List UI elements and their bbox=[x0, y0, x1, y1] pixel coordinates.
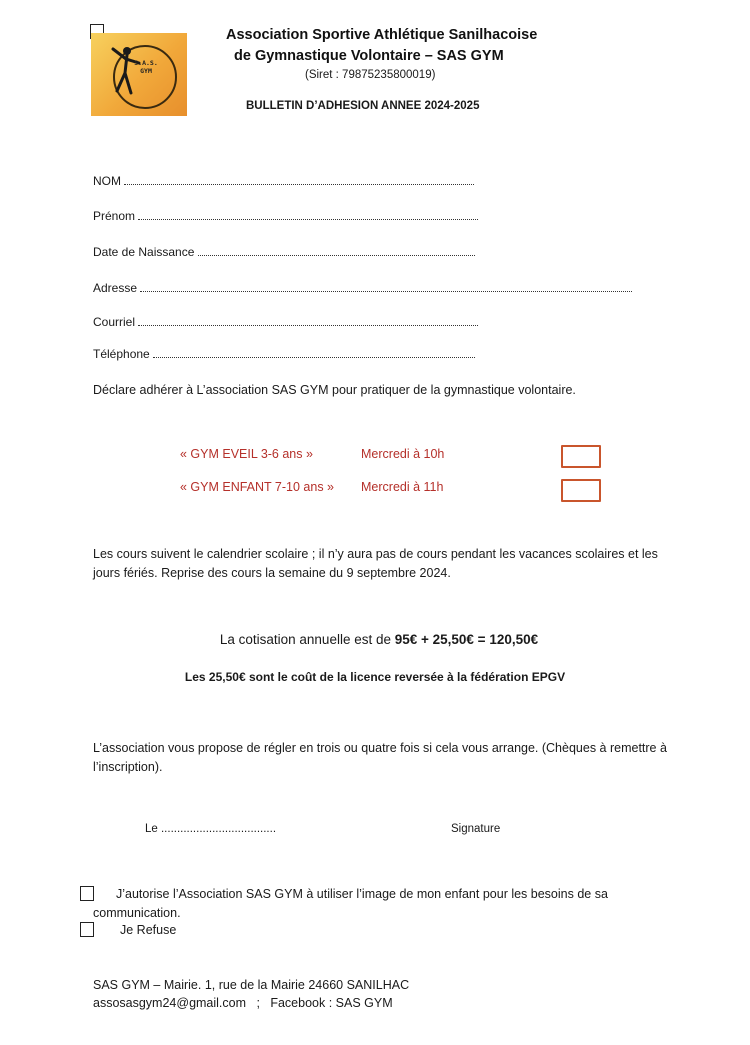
autorise-text: J’autorise l’Association SAS GYM à utiliser l’image de mon enfant pour les besoins de sa communication. bbox=[93, 887, 608, 920]
courriel-line[interactable] bbox=[138, 315, 478, 326]
signature-label: Signature bbox=[451, 823, 501, 835]
class-eveil-name: « GYM EVEIL 3-6 ans » bbox=[180, 447, 313, 461]
prenom-label: Prénom bbox=[93, 209, 136, 223]
courriel-field[interactable] bbox=[93, 315, 478, 329]
calendar-text: Les cours suivent le calendrier scolaire ; il n’y aura pas de cours pendant les vacances scolaires et les jours fériés. Reprise des cours la semaine du 9 septembre 2024. bbox=[93, 547, 658, 580]
nom-label: NOM bbox=[93, 174, 121, 188]
telephone-label: Téléphone bbox=[93, 347, 150, 361]
adresse-line[interactable] bbox=[140, 281, 632, 292]
logo-text: S.A.S. GYM bbox=[134, 59, 158, 75]
title-line-1: Association Sportive Athlétique Sanilhacoise bbox=[226, 27, 538, 43]
siret: (Siret : 79875235800019) bbox=[305, 69, 436, 81]
footer-address: SAS GYM – Mairie. 1, rue de la Mairie 24660 SANILHAC bbox=[93, 978, 410, 992]
naissance-field[interactable] bbox=[93, 245, 475, 259]
sas-gym-logo bbox=[91, 33, 187, 116]
cotisation-line bbox=[0, 632, 750, 647]
licence-text: Les 25,50€ sont le coût de la licence reversée à la fédération EPGV bbox=[184, 670, 566, 684]
gymnast-icon bbox=[105, 41, 145, 111]
naissance-line[interactable] bbox=[198, 245, 475, 256]
autorise-checkbox[interactable] bbox=[80, 886, 94, 901]
class-enfant-checkbox[interactable] bbox=[561, 479, 601, 502]
date-field[interactable]: Le .................................... bbox=[145, 823, 277, 835]
adresse-label: Adresse bbox=[93, 281, 138, 295]
courriel-label: Courriel bbox=[93, 315, 136, 329]
bulletin-title: BULLETIN D’ADHESION ANNEE 2024-2025 bbox=[246, 100, 480, 112]
title-line-2: de Gymnastique Volontaire – SAS GYM bbox=[234, 48, 504, 64]
adresse-field[interactable] bbox=[93, 281, 632, 295]
telephone-field[interactable] bbox=[93, 347, 475, 361]
footer-contact: assosasgym24@gmail.com ; Facebook : SAS GYM bbox=[93, 996, 393, 1010]
refuse-text: Je Refuse bbox=[120, 923, 177, 937]
class-eveil-checkbox[interactable] bbox=[561, 445, 601, 468]
prenom-field[interactable] bbox=[93, 209, 478, 223]
class-enfant-name: « GYM ENFANT 7-10 ans » bbox=[180, 480, 334, 494]
class-eveil-day: Mercredi à 10h bbox=[361, 447, 445, 461]
naissance-label: Date de Naissance bbox=[93, 245, 195, 259]
cotisation-prefix: La cotisation annuelle est de bbox=[219, 632, 395, 647]
declaration-text: Déclare adhérer à L’association SAS GYM pour pratiquer de la gymnastique volontaire. bbox=[93, 383, 576, 397]
nom-line[interactable] bbox=[124, 174, 474, 185]
class-enfant-day: Mercredi à 11h bbox=[361, 480, 444, 494]
telephone-line[interactable] bbox=[153, 347, 475, 358]
payment-text: L’association vous propose de régler en trois ou quatre fois si cela vous arrange. (Chèques à remettre à l’inscription). bbox=[93, 741, 667, 774]
nom-field[interactable] bbox=[93, 174, 474, 188]
cotisation-amount: 95€ + 25,50€ = 120,50€ bbox=[394, 632, 539, 647]
refuse-checkbox[interactable] bbox=[80, 922, 94, 937]
prenom-line[interactable] bbox=[138, 209, 478, 220]
